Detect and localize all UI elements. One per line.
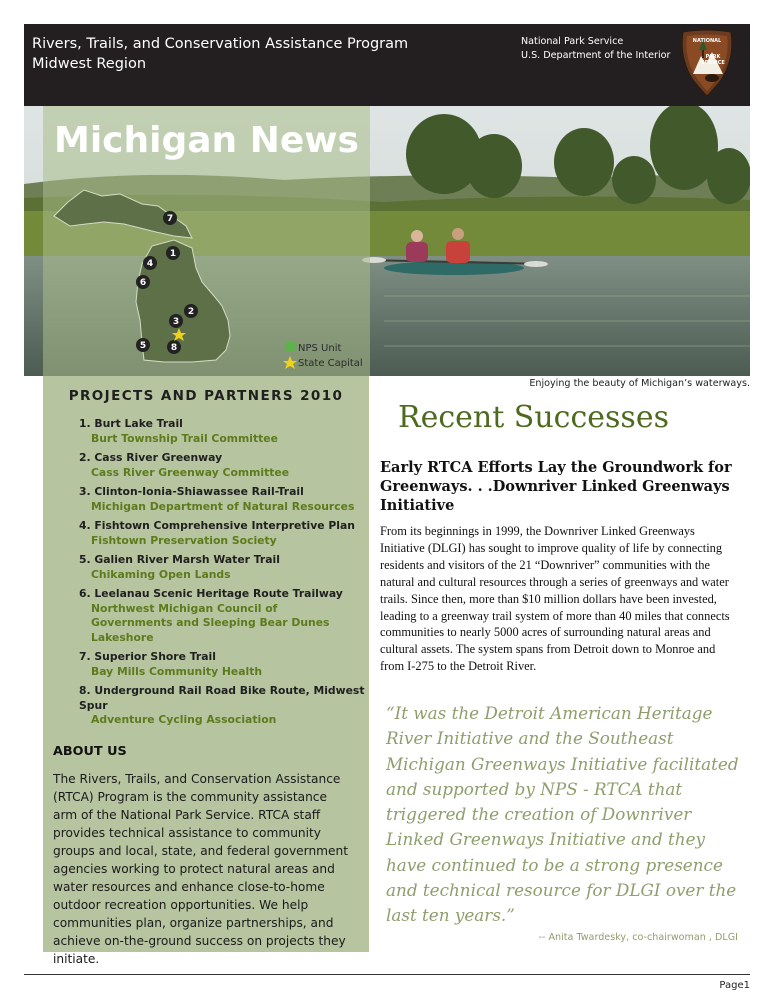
project-item bbox=[79, 684, 369, 728]
map-marker-label: 8 bbox=[170, 343, 178, 353]
project-partner: Fishtown Preservation Society bbox=[91, 533, 277, 547]
about-body: The Rivers, Trails, and Conservation Assistance (RTCA) Program is the community assistance arm of the National Park Service. RTCA staff provides technical assistance to community groups and local, state, and federal government agencies working to protect natural areas and water resources and enhance close-to-home outdoor recreation opportunities. We help communities plan, organize partnerships, and achieve on-the-ground success on projects they initiate. bbox=[53, 772, 349, 966]
project-item bbox=[79, 553, 369, 582]
region-name: Midwest Region bbox=[32, 56, 147, 72]
project-partner: Adventure Cycling Association bbox=[91, 713, 277, 726]
map-marker-label: 2 bbox=[187, 307, 195, 317]
section-title: Recent Successes bbox=[398, 400, 669, 435]
program-name: Rivers, Trails, and Conservation Assistance Program bbox=[32, 36, 409, 52]
about-title: ABOUT US bbox=[53, 744, 127, 759]
footer-rule bbox=[24, 974, 750, 975]
map-marker-label: 1 bbox=[169, 249, 177, 259]
legend-nps-unit: NPS Unit bbox=[298, 343, 342, 354]
sidebar-panel bbox=[43, 376, 369, 966]
nps-arrowhead-logo bbox=[679, 28, 735, 98]
article-headline: Early RTCA Efforts Lay the Groundwork for Greenways. . .Downriver Linked Greenways Initiative bbox=[380, 459, 732, 514]
agency-name: National Park Service bbox=[521, 36, 624, 47]
project-partner: Northwest Michigan Council of Governments and Sleeping Bear Dunes Lakeshore bbox=[91, 601, 330, 644]
project-name: 3. Clinton-Ionia-Shiawassee Rail-Trail bbox=[79, 485, 304, 498]
project-partner: Cass River Greenway Committee bbox=[91, 465, 290, 479]
badge-text-service: SERVICE bbox=[701, 60, 725, 66]
project-partner: Michigan Department of Natural Resources bbox=[91, 499, 355, 513]
photo-caption: Enjoying the beauty of Michigan’s waterways. bbox=[529, 378, 750, 389]
projects-list bbox=[79, 417, 369, 733]
project-partner: Bay Mills Community Health bbox=[91, 664, 263, 678]
project-name: 6. Leelanau Scenic Heritage Route Trailway bbox=[79, 587, 343, 600]
map-marker-label: 7 bbox=[166, 214, 174, 224]
page-number: Page1 bbox=[719, 980, 750, 991]
projects-title: PROJECTS AND PARTNERS 2010 bbox=[68, 388, 344, 404]
project-item bbox=[79, 485, 369, 514]
program-title bbox=[32, 34, 408, 74]
quote-attribution: -- Anita Twardesky, co-chairwoman , DLGI bbox=[538, 932, 738, 943]
project-partner: Chikaming Open Lands bbox=[91, 567, 231, 581]
project-partner: Burt Township Trail Committee bbox=[91, 431, 278, 445]
map-marker-label: 3 bbox=[172, 317, 180, 327]
map-marker-label: 6 bbox=[139, 278, 147, 288]
header-bar bbox=[24, 24, 750, 106]
badge-text-national: NATIONAL bbox=[692, 38, 722, 44]
department-name: U.S. Department of the Interior bbox=[521, 50, 671, 61]
project-item bbox=[79, 451, 369, 480]
hero-photo bbox=[24, 106, 750, 376]
legend-state-capital: State Capital bbox=[298, 358, 363, 369]
map-marker-label: 4 bbox=[146, 259, 154, 269]
project-item bbox=[79, 587, 369, 645]
project-item bbox=[79, 650, 369, 679]
project-name: 2. Cass River Greenway bbox=[79, 451, 223, 464]
project-name: 4. Fishtown Comprehensive Interpretive Plan bbox=[79, 519, 355, 532]
article-body: From its beginnings in 1999, the Downriver Linked Greenways Initiative (DLGI) has sought to improve quality of life by connecting residents and visitors of the 21 “Downriver” communities with the natural and cultural resources through a series of greenways and water trails. Since then, more than $10 million dollars have been invested, leading to a greenway trail system of more than 40 miles that connects communities to nearly 5000 acres of surrounding natural areas and cultural assets. The system spans from Detroit down to Monroe and from I-275 to the Detroit River. bbox=[380, 524, 730, 674]
agency-block bbox=[521, 35, 670, 63]
project-name: 8. Underground Rail Road Bike Route, Midwest Spur bbox=[79, 684, 365, 712]
project-name: 5. Galien River Marsh Water Trail bbox=[79, 553, 280, 566]
project-item bbox=[79, 417, 369, 446]
map-marker-label: 5 bbox=[139, 341, 147, 351]
project-item bbox=[79, 519, 369, 548]
project-name: 1. Burt Lake Trail bbox=[79, 417, 183, 430]
badge-text-park: PARK bbox=[705, 54, 721, 60]
hero-title: Michigan News bbox=[54, 120, 359, 161]
project-name: 7. Superior Shore Trail bbox=[79, 650, 216, 663]
pull-quote: “It was the Detroit American Heritage River Initiative and the Southeast Michigan Greenways Initiative facilitated and supported by NPS - RTCA that triggered the creation of Downriver Linked Greenways Initiative and they have continued to be a strong presence and technical resource for DLGI over the last ten years.” bbox=[386, 703, 739, 926]
nps-unit-legend-icon bbox=[285, 342, 295, 352]
